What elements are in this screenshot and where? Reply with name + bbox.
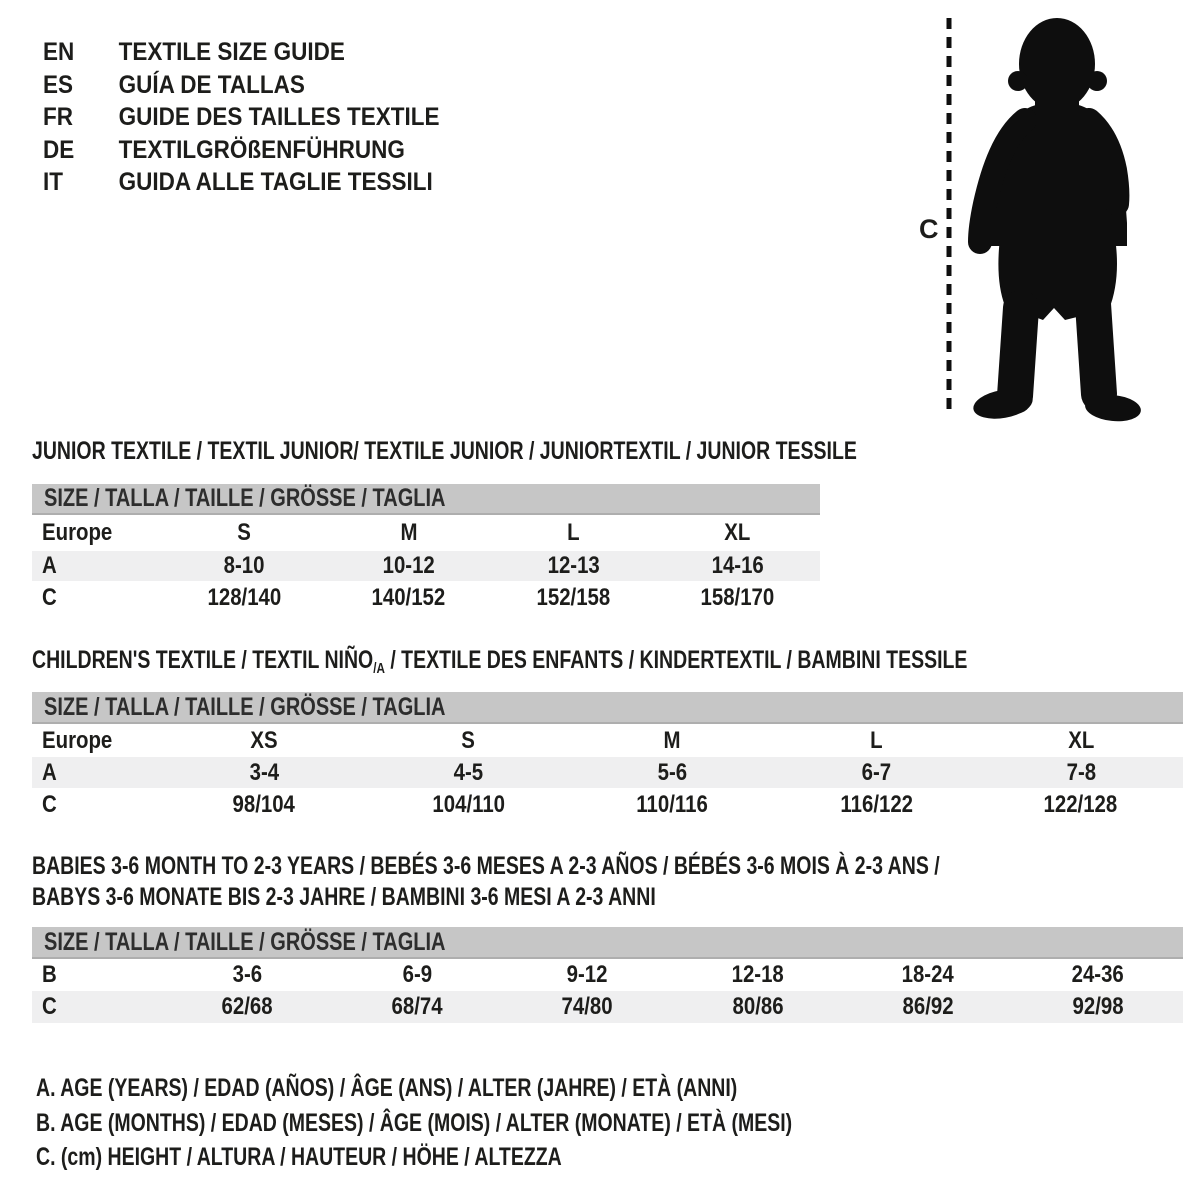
- row-label-a: A: [42, 758, 57, 786]
- row-label-c: C: [42, 790, 57, 818]
- babies-title-line2: BABYS 3-6 MONATE BIS 2-3 JAHRE / BAMBINI 3-6 MESI A 2-3 ANNI: [32, 883, 656, 911]
- guide-title-en: TEXTILE SIZE GUIDE: [118, 38, 345, 66]
- height-measure-figure: [915, 8, 1167, 424]
- size-column-header: XL: [1067, 726, 1094, 754]
- cell: 122/128: [1043, 790, 1118, 818]
- table-row-age-years: [32, 551, 820, 581]
- measure-legend: [36, 1071, 1005, 1175]
- row-label-c: C: [42, 584, 57, 611]
- guide-title-es: GUÍA DE TALLAS: [118, 70, 305, 99]
- guide-title-de: TEXTILGRÖßENFÜHRUNG: [118, 135, 405, 164]
- cell: 7-8: [1066, 758, 1096, 786]
- language-row-de: [43, 134, 439, 167]
- cell: 74/80: [561, 993, 613, 1020]
- children-title-sub: /A: [373, 660, 385, 677]
- cell: 5-6: [657, 758, 688, 786]
- table-row-height-cm: [32, 991, 1183, 1023]
- language-row-it: [43, 166, 439, 199]
- row-label-a: A: [42, 552, 57, 579]
- cell: 104/110: [431, 790, 505, 818]
- cell: 14-16: [711, 552, 764, 579]
- row-label-europe: Europe: [42, 519, 113, 546]
- cell: 3-4: [249, 758, 279, 786]
- language-row-es: [43, 69, 439, 102]
- height-measure-label-c: C: [919, 214, 939, 244]
- cell: 80/86: [732, 993, 784, 1020]
- toddler-silhouette-icon: [915, 8, 1167, 424]
- cell: 110/116: [636, 790, 709, 818]
- language-code: DE: [43, 135, 75, 164]
- cell: 92/98: [1072, 993, 1124, 1020]
- cell: 116/122: [840, 790, 913, 818]
- size-header-label: SIZE / TALLA / TAILLE / GRÖSSE / TAGLIA: [44, 484, 446, 512]
- language-code: FR: [43, 103, 73, 131]
- junior-section-title: JUNIOR TEXTILE / TEXTIL JUNIOR/ TEXTILE JUNIOR / JUNIORTEXTIL / JUNIOR TESSILE: [32, 437, 857, 465]
- cell: 12-13: [547, 552, 600, 579]
- children-size-table: [32, 692, 1183, 821]
- children-section-title: [32, 645, 967, 684]
- size-column-header: XS: [250, 726, 278, 754]
- cell: 6-9: [402, 961, 432, 988]
- cell: 98/104: [232, 790, 296, 818]
- cell: 128/140: [207, 584, 282, 611]
- cell: 12-18: [731, 961, 784, 988]
- legend-age-years: A. AGE (YEARS) / EDAD (AÑOS) / ÂGE (ANS) / ALTER (JAHRE) / ETÀ (ANNI): [36, 1074, 738, 1102]
- toddler-silhouette: [971, 18, 1142, 424]
- size-column-header: L: [567, 519, 580, 546]
- size-column-header: S: [461, 726, 476, 754]
- language-row-fr: [43, 101, 439, 134]
- legend-height-cm: C. (cm) HEIGHT / ALTURA / HAUTEUR / HÖHE / ALTEZZA: [36, 1143, 562, 1171]
- babies-size-table: [32, 927, 1183, 1023]
- language-title-list: [43, 36, 484, 199]
- size-column-header: M: [663, 726, 681, 754]
- size-header-bar: [32, 484, 820, 514]
- cell: 3-6: [232, 961, 262, 988]
- size-header-bar: [32, 692, 1183, 723]
- cell: 6-7: [861, 758, 892, 786]
- table-row-sizes: [32, 514, 820, 551]
- cell: 140/152: [371, 584, 446, 611]
- cell: 86/92: [902, 993, 954, 1020]
- cell: 4-5: [453, 758, 484, 786]
- table-row-sizes: [32, 723, 1183, 757]
- children-title-suffix: / TEXTILE DES ENFANTS / KINDERTEXTIL / BAMBINI TESSILE: [384, 646, 968, 674]
- table-row-height-cm: [32, 581, 820, 615]
- size-column-header: XL: [724, 519, 751, 546]
- cell: 24-36: [1071, 961, 1124, 988]
- children-title-prefix: CHILDREN'S TEXTILE / TEXTIL NIÑO: [32, 646, 374, 674]
- size-column-header: L: [870, 726, 883, 754]
- cell: 8-10: [223, 552, 265, 579]
- size-header-label: SIZE / TALLA / TAILLE / GRÖSSE / TAGLIA: [44, 927, 446, 956]
- junior-size-table: [32, 484, 820, 615]
- cell: 62/68: [221, 993, 273, 1020]
- size-header-bar: [32, 927, 1183, 958]
- row-label-europe: Europe: [42, 726, 113, 754]
- row-label-c: C: [42, 993, 57, 1020]
- guide-title-it: GUIDA ALLE TAGLIE TESSILI: [118, 168, 433, 196]
- table-row-age-months: [32, 958, 1183, 991]
- row-label-b: B: [42, 961, 57, 988]
- size-header-label: SIZE / TALLA / TAILLE / GRÖSSE / TAGLIA: [44, 692, 446, 721]
- cell: 9-12: [566, 961, 608, 988]
- babies-title-line1: BABIES 3-6 MONTH TO 2-3 YEARS / BEBÉS 3-6 MESES A 2-3 AÑOS / BÉBÉS 3-6 MOIS À 2-3 ANS /: [32, 852, 940, 880]
- table-row-age-years: [32, 757, 1183, 788]
- babies-section-title: [32, 851, 940, 913]
- size-column-header: S: [237, 519, 252, 546]
- table-row-height-cm: [32, 788, 1183, 821]
- language-row-en: [43, 36, 439, 69]
- size-column-header: M: [400, 519, 418, 546]
- cell: 10-12: [382, 552, 435, 579]
- cell: 68/74: [391, 993, 443, 1020]
- legend-age-months: B. AGE (MONTHS) / EDAD (MESES) / ÂGE (MOIS) / ALTER (MONATE) / ETÀ (MESI): [36, 1108, 793, 1137]
- language-code: ES: [43, 70, 74, 99]
- cell: 152/158: [536, 584, 611, 611]
- cell: 158/170: [700, 584, 775, 611]
- guide-title-fr: GUIDE DES TAILLES TEXTILE: [118, 103, 440, 131]
- language-code: IT: [43, 168, 63, 196]
- language-code: EN: [43, 38, 75, 66]
- cell: 18-24: [901, 961, 954, 988]
